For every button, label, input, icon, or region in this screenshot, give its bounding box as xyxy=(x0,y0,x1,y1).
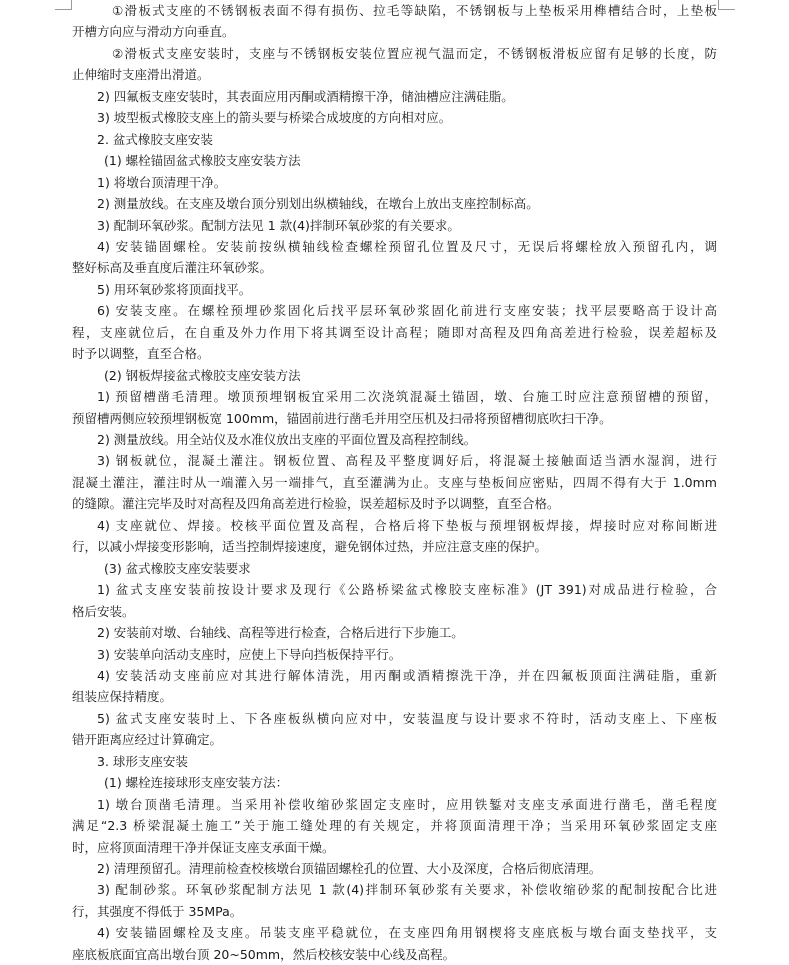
text-line: 4) 安装锚固螺栓。安装前按纵横轴线检查螺栓预留孔位置及尺寸，无误后将螺栓放入预留孔内，调 xyxy=(97,239,717,254)
text-line: 2) 安装前对墩、台轴线、高程等进行检查，合格后进行下步施工。 xyxy=(97,625,464,640)
text-line: 5) 盆式支座安装时上、下各座板纵横向应对中，安装温度与设计要求不符时，活动支座上、下座板 xyxy=(97,711,717,726)
text-line: 格后安装。 xyxy=(72,604,135,619)
text-line: 3) 坡型板式橡胶支座上的箭头要与桥梁合成坡度的方向相对应。 xyxy=(97,110,452,125)
text-line: 开槽方向应与滑动方向垂直。 xyxy=(72,24,235,39)
text-line: 时，应将顶面清理干净并保证支座支承面干燥。 xyxy=(72,840,335,855)
text-line: 1) 盆式支座安装前按设计要求及现行《公路桥梁盆式橡胶支座标准》(JT 391)对成品进行检验，合 xyxy=(97,582,717,597)
text-line: 2) 清理预留孔。清理前检查校核墩台顶锚固螺栓孔的位置、大小及深度，合格后彻底清理。 xyxy=(97,861,602,876)
margin-mark-top-right xyxy=(718,0,735,10)
text-line: 3) 钢板就位，混凝土灌注。钢板位置、高程及平整度调好后，将混凝土接触面适当洒水湿润，进行 xyxy=(97,453,717,468)
text-line: 整好标高及垂直度后灌注环氧砂浆。 xyxy=(72,260,273,275)
text-line: 2) 四氟板支座安装时，其表面应用丙酮或酒精擦干净，储油槽应注满硅脂。 xyxy=(97,89,514,104)
text-line: 行，以减小焊接变形影响，适当控制焊接速度，避免钢体过热，并应注意支座的保护。 xyxy=(72,539,548,554)
text-line: 1) 墩台顶凿毛清理。当采用补偿收缩砂浆固定支座时，应用铁錾对支座支承面进行凿毛，凿毛程度 xyxy=(97,797,717,812)
text-line: 混凝土灌注，灌注时从一端灌入另一端排气，直至灌满为止。支座与垫板间应密贴，四周不得有大于 1.0mm xyxy=(72,475,717,490)
text-line: 4) 支座就位、焊接。校核平面位置及高程，合格后将下垫板与预埋钢板焊接，焊接时应对称间断进 xyxy=(97,518,717,533)
text-line: 的缝隙。灌注完毕及时对高程及四角高差进行检验，误差超标及时予以调整，直至合格。 xyxy=(72,496,560,511)
text-line: 座底板底面宜高出墩台顶 20~50mm，然后校核安装中心线及高程。 xyxy=(72,947,456,962)
text-line: 预留槽两侧应较预埋钢板宽 100mm，锚固前进行凿毛并用空压机及扫帚将预留槽彻底吹扫干净。 xyxy=(72,411,612,426)
text-line: 行，其强度不得低于 35MPa。 xyxy=(72,904,243,919)
text-line: 5) 用环氧砂浆将顶面找平。 xyxy=(97,282,252,297)
text-line: 3. 球形支座安装 xyxy=(97,754,188,769)
text-line: 1) 将墩台顶清理干净。 xyxy=(97,175,227,190)
text-line: 错开距离应经过计算确定。 xyxy=(72,732,223,747)
text-line: 1) 预留槽凿毛清理。墩顶预埋钢板宜采用二次浇筑混凝土锚固，墩、台施工时应注意预留槽的预留， xyxy=(97,389,717,404)
text-line: (1) 螺栓锚固盆式橡胶支座安装方法 xyxy=(104,153,301,168)
text-line: 3) 配制砂浆。环氧砂浆配制方法见 1 款(4)拌制环氧砂浆有关要求，补偿收缩砂浆的配制按配合比进 xyxy=(97,882,717,897)
text-line: ①滑板式支座的不锈钢板表面不得有损伤、拉毛等缺陷，不锈钢板与上垫板采用榫槽结合时，上垫板 xyxy=(112,3,717,18)
text-line: (2) 钢板焊接盆式橡胶支座安装方法 xyxy=(104,368,301,383)
text-line: 止伸缩时支座滑出滑道。 xyxy=(72,67,210,82)
text-line: 3) 配制环氧砂浆。配制方法见 1 款(4)拌制环氧砂浆的有关要求。 xyxy=(97,218,460,233)
text-line: 4) 安装锚固螺栓及支座。吊装支座平稳就位，在支座四角用钢楔将支座底板与墩台面支垫找平，支 xyxy=(97,925,717,940)
text-line: (1) 螺栓连接球形支座安装方法： xyxy=(104,775,289,790)
text-line: 2. 盆式橡胶支座安装 xyxy=(97,132,213,147)
text-line: 时予以调整，直至合格。 xyxy=(72,346,210,361)
text-line: 2) 测量放线。用全站仪及水准仪放出支座的平面位置及高程控制线。 xyxy=(97,432,477,447)
text-line: 4) 安装活动支座前应对其进行解体清洗，用丙酮或酒精擦洗干净，并在四氟板顶面注满硅脂，重新 xyxy=(97,668,717,683)
margin-mark-top-left xyxy=(55,0,72,10)
text-line: 组装应保持精度。 xyxy=(72,689,173,704)
text-line: 3) 安装单向活动支座时，应使上下导向挡板保持平行。 xyxy=(97,647,402,662)
text-line: ②滑板式支座安装时，支座与不锈钢板安装位置应视气温而定，不锈钢板滑板应留有足够的长度，防 xyxy=(112,46,717,61)
text-line: 6) 安装支座。在螺栓预埋砂浆固化后找平层环氧砂浆固化前进行支座安装；找平层要略高于设计高 xyxy=(97,303,717,318)
text-line: (3) 盆式橡胶支座安装要求 xyxy=(104,561,251,576)
text-line: 2) 测量放线。在支座及墩台顶分别划出纵横轴线，在墩台上放出支座控制标高。 xyxy=(97,196,539,211)
text-line: 程，支座就位后，在自重及外力作用下将其调至设计高程；随即对高程及四角高差进行检验，误差超标及 xyxy=(72,325,717,340)
text-line: 满足“2.3 桥梁混凝土施工”关于施工缝处理的有关规定，并将顶面清理干净；当采用环氧砂浆固定支座 xyxy=(72,818,717,833)
